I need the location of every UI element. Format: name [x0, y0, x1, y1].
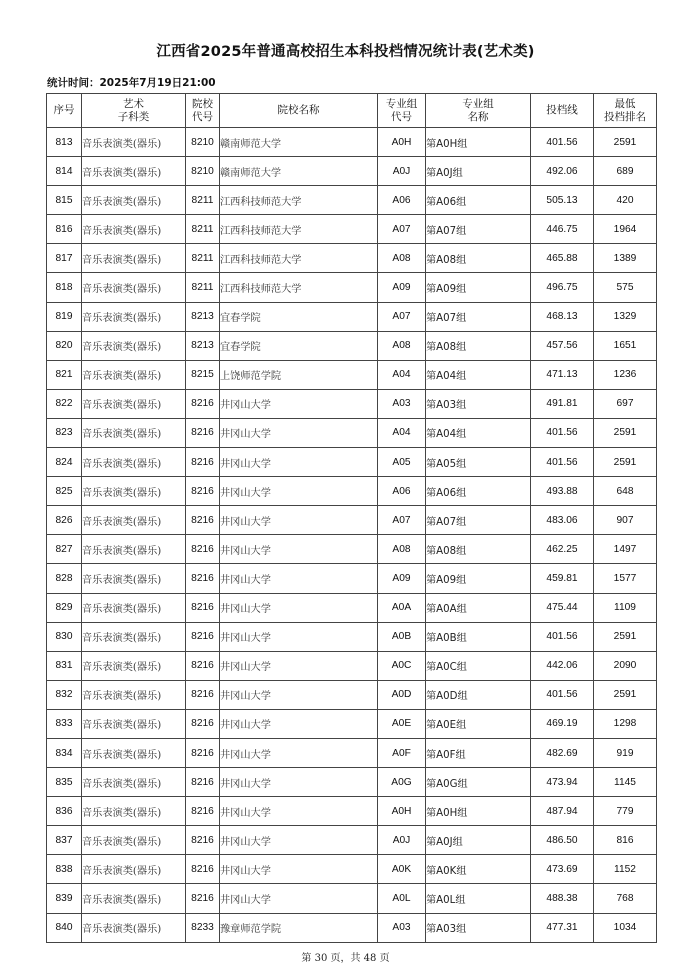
cell-group-code: A07 [378, 506, 426, 535]
cell-group-code: A04 [378, 360, 426, 389]
cell-no: 829 [47, 593, 82, 622]
table-row [47, 593, 657, 622]
cell-school-name: 井冈山大学 [220, 564, 378, 593]
cell-group-name: 第A0D组 [426, 680, 531, 709]
cell-group-name: 第A07组 [426, 506, 531, 535]
cell-group-code: A0G [378, 768, 426, 797]
cell-no: 834 [47, 738, 82, 767]
cell-score: 488.38 [531, 884, 594, 913]
cell-rank: 1964 [594, 215, 657, 244]
cell-type: 音乐表演类(器乐) [82, 826, 186, 855]
cell-school-name: 江西科技师范大学 [220, 244, 378, 273]
cell-group-name: 第A04组 [426, 418, 531, 447]
cell-school-code: 8216 [186, 506, 220, 535]
cell-score: 487.94 [531, 797, 594, 826]
cell-score: 505.13 [531, 186, 594, 215]
cell-school-code: 8211 [186, 215, 220, 244]
cell-rank: 816 [594, 826, 657, 855]
table-row [47, 884, 657, 913]
cell-score: 493.88 [531, 477, 594, 506]
cell-school-name: 江西科技师范大学 [220, 215, 378, 244]
table-row [47, 709, 657, 738]
cell-group-name: 第A0H组 [426, 797, 531, 826]
cell-score: 457.56 [531, 331, 594, 360]
cell-school-name: 井冈山大学 [220, 651, 378, 680]
cell-type: 音乐表演类(器乐) [82, 651, 186, 680]
cell-school-code: 8216 [186, 564, 220, 593]
cell-no: 826 [47, 506, 82, 535]
cell-score: 492.06 [531, 157, 594, 186]
cell-type: 音乐表演类(器乐) [82, 157, 186, 186]
cell-no: 830 [47, 622, 82, 651]
cell-group-code: A09 [378, 564, 426, 593]
cell-school-code: 8213 [186, 331, 220, 360]
cell-rank: 779 [594, 797, 657, 826]
cell-no: 831 [47, 651, 82, 680]
cell-group-code: A0K [378, 855, 426, 884]
cell-rank: 2591 [594, 418, 657, 447]
cell-type: 音乐表演类(器乐) [82, 709, 186, 738]
cell-rank: 1497 [594, 535, 657, 564]
cell-school-name: 井冈山大学 [220, 389, 378, 418]
cell-school-name: 井冈山大学 [220, 477, 378, 506]
table-row [47, 680, 657, 709]
cell-type: 音乐表演类(器乐) [82, 564, 186, 593]
table-row [47, 244, 657, 273]
cell-rank: 919 [594, 738, 657, 767]
cell-type: 音乐表演类(器乐) [82, 302, 186, 331]
cell-rank: 2591 [594, 622, 657, 651]
table-row [47, 506, 657, 535]
cell-group-name: 第A0A组 [426, 593, 531, 622]
cell-group-name: 第A05组 [426, 448, 531, 477]
cell-score: 491.81 [531, 389, 594, 418]
table-row [47, 331, 657, 360]
cell-school-name: 井冈山大学 [220, 418, 378, 447]
cell-school-code: 8216 [186, 884, 220, 913]
cell-school-code: 8216 [186, 593, 220, 622]
cell-no: 822 [47, 389, 82, 418]
cell-group-code: A07 [378, 302, 426, 331]
table-row [47, 768, 657, 797]
cell-type: 音乐表演类(器乐) [82, 768, 186, 797]
cell-group-code: A05 [378, 448, 426, 477]
cell-score: 401.56 [531, 622, 594, 651]
cell-score: 473.69 [531, 855, 594, 884]
table-row [47, 128, 657, 157]
cell-school-name: 井冈山大学 [220, 622, 378, 651]
table-row [47, 913, 657, 942]
cell-rank: 907 [594, 506, 657, 535]
cell-score: 475.44 [531, 593, 594, 622]
cell-no: 819 [47, 302, 82, 331]
col-header-group-code: 专业组 代号 [378, 94, 426, 128]
cell-no: 839 [47, 884, 82, 913]
cell-group-name: 第A07组 [426, 215, 531, 244]
cell-group-code: A09 [378, 273, 426, 302]
stat-time: 统计时间：2025年7月19日21:00 [47, 77, 216, 89]
col-header-no: 序号 [47, 94, 82, 128]
cell-school-name: 赣南师范大学 [220, 128, 378, 157]
cell-type: 音乐表演类(器乐) [82, 680, 186, 709]
cell-type: 音乐表演类(器乐) [82, 331, 186, 360]
cell-type: 音乐表演类(器乐) [82, 593, 186, 622]
cell-group-name: 第A09组 [426, 564, 531, 593]
cell-school-name: 江西科技师范大学 [220, 273, 378, 302]
cell-no: 814 [47, 157, 82, 186]
table-row [47, 622, 657, 651]
col-header-code: 院校 代号 [186, 94, 220, 128]
admission-table [46, 93, 657, 943]
cell-score: 496.75 [531, 273, 594, 302]
cell-group-code: A0F [378, 738, 426, 767]
cell-school-code: 8216 [186, 418, 220, 447]
cell-group-code: A03 [378, 913, 426, 942]
cell-school-name: 宜春学院 [220, 302, 378, 331]
col-header-score: 投档线 [531, 94, 594, 128]
table-row [47, 797, 657, 826]
cell-school-code: 8216 [186, 709, 220, 738]
page-footer: 第 30 页，共 48 页 [301, 953, 390, 964]
cell-school-name: 井冈山大学 [220, 535, 378, 564]
cell-group-name: 第A08组 [426, 331, 531, 360]
table-row [47, 564, 657, 593]
cell-score: 442.06 [531, 651, 594, 680]
cell-group-name: 第A0E组 [426, 709, 531, 738]
cell-type: 音乐表演类(器乐) [82, 389, 186, 418]
cell-type: 音乐表演类(器乐) [82, 448, 186, 477]
cell-group-name: 第A0G组 [426, 768, 531, 797]
cell-group-code: A06 [378, 477, 426, 506]
cell-school-code: 8216 [186, 768, 220, 797]
cell-rank: 1577 [594, 564, 657, 593]
table-row [47, 535, 657, 564]
cell-school-code: 8216 [186, 448, 220, 477]
cell-school-code: 8216 [186, 826, 220, 855]
cell-type: 音乐表演类(器乐) [82, 215, 186, 244]
cell-group-code: A0L [378, 884, 426, 913]
cell-rank: 1145 [594, 768, 657, 797]
cell-school-code: 8216 [186, 651, 220, 680]
cell-rank: 2090 [594, 651, 657, 680]
cell-score: 471.13 [531, 360, 594, 389]
table-row [47, 738, 657, 767]
col-header-group-name: 专业组 名称 [426, 94, 531, 128]
cell-no: 815 [47, 186, 82, 215]
cell-school-code: 8215 [186, 360, 220, 389]
cell-group-name: 第A0J组 [426, 826, 531, 855]
cell-school-name: 井冈山大学 [220, 738, 378, 767]
table-row [47, 418, 657, 447]
cell-rank: 768 [594, 884, 657, 913]
cell-score: 446.75 [531, 215, 594, 244]
col-header-type: 艺术 子科类 [82, 94, 186, 128]
cell-group-name: 第A0K组 [426, 855, 531, 884]
cell-score: 486.50 [531, 826, 594, 855]
cell-group-name: 第A0J组 [426, 157, 531, 186]
cell-no: 823 [47, 418, 82, 447]
cell-rank: 420 [594, 186, 657, 215]
cell-rank: 1152 [594, 855, 657, 884]
cell-no: 833 [47, 709, 82, 738]
cell-school-code: 8211 [186, 244, 220, 273]
cell-group-name: 第A04组 [426, 360, 531, 389]
cell-rank: 1298 [594, 709, 657, 738]
cell-rank: 1651 [594, 331, 657, 360]
cell-school-code: 8213 [186, 302, 220, 331]
cell-group-name: 第A06组 [426, 186, 531, 215]
cell-rank: 648 [594, 477, 657, 506]
cell-no: 828 [47, 564, 82, 593]
cell-group-code: A06 [378, 186, 426, 215]
cell-score: 482.69 [531, 738, 594, 767]
cell-school-code: 8210 [186, 157, 220, 186]
cell-type: 音乐表演类(器乐) [82, 535, 186, 564]
cell-type: 音乐表演类(器乐) [82, 797, 186, 826]
cell-score: 459.81 [531, 564, 594, 593]
cell-group-name: 第A08组 [426, 244, 531, 273]
cell-school-code: 8233 [186, 913, 220, 942]
cell-type: 音乐表演类(器乐) [82, 506, 186, 535]
table-row [47, 157, 657, 186]
cell-type: 音乐表演类(器乐) [82, 244, 186, 273]
cell-group-code: A04 [378, 418, 426, 447]
cell-group-code: A0D [378, 680, 426, 709]
cell-group-code: A0A [378, 593, 426, 622]
cell-score: 465.88 [531, 244, 594, 273]
cell-group-name: 第A0L组 [426, 884, 531, 913]
cell-school-name: 井冈山大学 [220, 506, 378, 535]
cell-group-name: 第A03组 [426, 913, 531, 942]
cell-group-code: A0C [378, 651, 426, 680]
cell-school-name: 上饶师范学院 [220, 360, 378, 389]
cell-score: 401.56 [531, 418, 594, 447]
cell-no: 840 [47, 913, 82, 942]
cell-school-name: 井冈山大学 [220, 797, 378, 826]
col-header-school: 院校名称 [220, 94, 378, 128]
cell-school-code: 8216 [186, 477, 220, 506]
cell-no: 827 [47, 535, 82, 564]
cell-rank: 1034 [594, 913, 657, 942]
table-row [47, 302, 657, 331]
cell-group-code: A07 [378, 215, 426, 244]
cell-no: 825 [47, 477, 82, 506]
cell-group-name: 第A0B组 [426, 622, 531, 651]
cell-school-code: 8216 [186, 389, 220, 418]
cell-group-name: 第A03组 [426, 389, 531, 418]
cell-no: 821 [47, 360, 82, 389]
cell-no: 835 [47, 768, 82, 797]
cell-rank: 689 [594, 157, 657, 186]
cell-score: 401.56 [531, 448, 594, 477]
cell-rank: 2591 [594, 680, 657, 709]
cell-school-code: 8216 [186, 855, 220, 884]
cell-no: 824 [47, 448, 82, 477]
cell-rank: 1236 [594, 360, 657, 389]
table-row [47, 389, 657, 418]
cell-school-name: 井冈山大学 [220, 768, 378, 797]
table-row [47, 651, 657, 680]
cell-rank: 1329 [594, 302, 657, 331]
cell-no: 818 [47, 273, 82, 302]
cell-school-name: 井冈山大学 [220, 884, 378, 913]
cell-type: 音乐表演类(器乐) [82, 622, 186, 651]
cell-type: 音乐表演类(器乐) [82, 884, 186, 913]
table-header-row [47, 94, 657, 128]
cell-no: 836 [47, 797, 82, 826]
cell-type: 音乐表演类(器乐) [82, 477, 186, 506]
cell-rank: 1389 [594, 244, 657, 273]
cell-group-code: A0J [378, 826, 426, 855]
cell-type: 音乐表演类(器乐) [82, 738, 186, 767]
cell-type: 音乐表演类(器乐) [82, 273, 186, 302]
cell-group-code: A0B [378, 622, 426, 651]
table-row [47, 477, 657, 506]
cell-score: 462.25 [531, 535, 594, 564]
cell-rank: 575 [594, 273, 657, 302]
table-row [47, 360, 657, 389]
cell-rank: 697 [594, 389, 657, 418]
cell-school-name: 井冈山大学 [220, 855, 378, 884]
cell-group-name: 第A0F组 [426, 738, 531, 767]
cell-no: 838 [47, 855, 82, 884]
cell-group-code: A0J [378, 157, 426, 186]
page-title: 江西省2025年普通高校招生本科投档情况统计表(艺术类) [156, 44, 535, 60]
cell-score: 401.56 [531, 680, 594, 709]
cell-group-name: 第A0H组 [426, 128, 531, 157]
cell-score: 483.06 [531, 506, 594, 535]
cell-group-code: A0E [378, 709, 426, 738]
cell-school-code: 8211 [186, 273, 220, 302]
cell-school-name: 井冈山大学 [220, 680, 378, 709]
table-row [47, 273, 657, 302]
cell-group-code: A0H [378, 797, 426, 826]
cell-group-name: 第A06组 [426, 477, 531, 506]
cell-group-code: A0H [378, 128, 426, 157]
cell-type: 音乐表演类(器乐) [82, 418, 186, 447]
cell-school-name: 井冈山大学 [220, 826, 378, 855]
cell-type: 音乐表演类(器乐) [82, 913, 186, 942]
table-row [47, 855, 657, 884]
cell-school-code: 8216 [186, 797, 220, 826]
col-header-rank: 最低 投档排名 [594, 94, 657, 128]
cell-no: 817 [47, 244, 82, 273]
cell-group-code: A08 [378, 535, 426, 564]
cell-score: 469.19 [531, 709, 594, 738]
cell-no: 813 [47, 128, 82, 157]
cell-score: 477.31 [531, 913, 594, 942]
cell-no: 837 [47, 826, 82, 855]
cell-score: 468.13 [531, 302, 594, 331]
cell-type: 音乐表演类(器乐) [82, 186, 186, 215]
cell-group-name: 第A07组 [426, 302, 531, 331]
cell-type: 音乐表演类(器乐) [82, 360, 186, 389]
cell-school-name: 江西科技师范大学 [220, 186, 378, 215]
cell-school-code: 8216 [186, 535, 220, 564]
cell-school-name: 井冈山大学 [220, 448, 378, 477]
cell-school-name: 豫章师范学院 [220, 913, 378, 942]
cell-group-code: A03 [378, 389, 426, 418]
cell-school-name: 井冈山大学 [220, 709, 378, 738]
cell-rank: 1109 [594, 593, 657, 622]
cell-school-code: 8216 [186, 738, 220, 767]
table-row [47, 186, 657, 215]
cell-no: 820 [47, 331, 82, 360]
cell-no: 832 [47, 680, 82, 709]
cell-school-name: 井冈山大学 [220, 593, 378, 622]
cell-type: 音乐表演类(器乐) [82, 128, 186, 157]
table-row [47, 826, 657, 855]
cell-school-code: 8216 [186, 680, 220, 709]
cell-school-code: 8210 [186, 128, 220, 157]
cell-type: 音乐表演类(器乐) [82, 855, 186, 884]
table-body [47, 128, 657, 943]
cell-group-name: 第A09组 [426, 273, 531, 302]
cell-score: 473.94 [531, 768, 594, 797]
cell-school-name: 宜春学院 [220, 331, 378, 360]
cell-no: 816 [47, 215, 82, 244]
cell-school-code: 8216 [186, 622, 220, 651]
cell-group-code: A08 [378, 244, 426, 273]
cell-group-name: 第A0C组 [426, 651, 531, 680]
cell-group-name: 第A08组 [426, 535, 531, 564]
cell-school-code: 8211 [186, 186, 220, 215]
table-row [47, 215, 657, 244]
table-row [47, 448, 657, 477]
cell-score: 401.56 [531, 128, 594, 157]
cell-rank: 2591 [594, 448, 657, 477]
cell-group-code: A08 [378, 331, 426, 360]
cell-rank: 2591 [594, 128, 657, 157]
cell-school-name: 赣南师范大学 [220, 157, 378, 186]
